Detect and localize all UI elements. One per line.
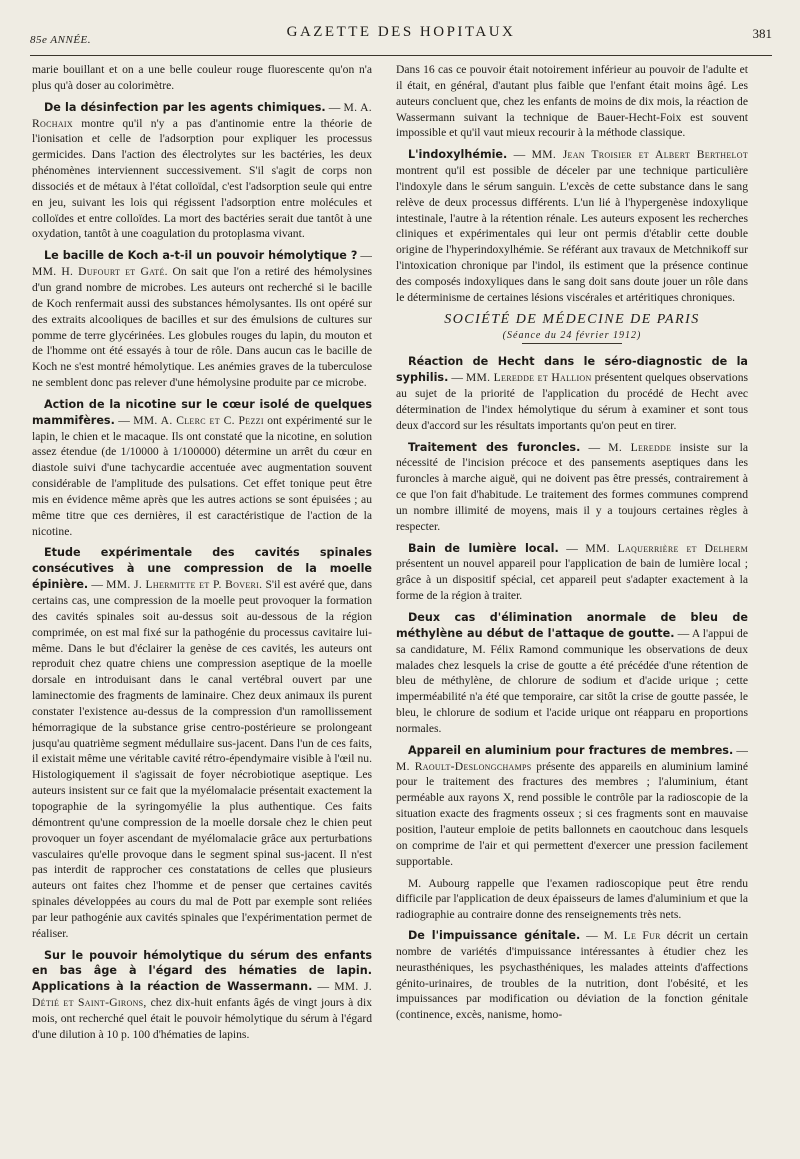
article-body: On sait que l'on a retiré des hémolysines d'un grand nombre de microbes. Les auteurs ont recherché si le bacille de Koch renfermait aussi des substances hémolysantes. Ils ont opéré sur des extraits alcooliques de bacilles et sur des émulsions de cultures sur pomme de terre glycérinées. Les globules rouges du lapin, du mouton et de l'homme ont été essayés à tour de rôle. Dans aucun cas le bacille de Koch ne s'est montré hémolytique. Les anémies graves de la tuberculose ne semblent donc pas relever d'une hémolysine produite par ce microbe.	[32, 265, 372, 390]
article	[396, 440, 748, 535]
article-title: L'indoxylhémie.	[408, 148, 508, 162]
article-title: De la désinfection par les agents chimiques.	[44, 100, 326, 114]
article	[396, 354, 748, 433]
article-title: Traitement des furoncles.	[408, 440, 581, 454]
article-body: montrent qu'il est possible de déceler par une technique particulière l'indoxyle dans le sérum sanguin. L'excès de cette substance dans le sang relève de deux processus différents. L'un lié à l'hypergenèse indoxylique intestinale, l'autre à la rétention rénale. Les auteurs exposent les recherches cliniques et expérimentales qui leur ont permis d'établir cette double origine de l'hyperindoxylhémie. Se référant aux travaux de Metchnikoff sur l'intoxication chronique par l'indol, ils estiment que la présence continue des composés indoxyliques dans le sang doit sans doute jouer un rôle dans le déterminisme de certaines lésions viscérales et artéritiques chroniques.	[396, 164, 748, 304]
continued-text: Dans 16 cas ce pouvoir était notoirement inférieur au pouvoir de l'adulte et il était, en général, d'autant plus faible que l'enfant était moins âgé. Les auteurs concluent que, chez les enfants de moins de dix mois, la réaction de Wassermann suivant la technique de Bauer-Hecht-Foix est souvent impossible et qu'il vaut mieux recourir à la méthode classique.	[396, 63, 748, 140]
article	[396, 541, 748, 604]
journal-title: GAZETTE DES HOPITAUX	[286, 24, 516, 40]
dash-separator: —	[448, 371, 466, 385]
article-authors: M. Leredde	[608, 440, 672, 454]
article-title: Bain de lumière local.	[408, 541, 559, 555]
article-title: Réaction de Hecht dans le séro-diagnostic de la syphilis.	[396, 355, 748, 385]
article	[396, 610, 748, 737]
article-authors: MM. Laquerrière et Delherm	[585, 541, 748, 555]
header-rule	[30, 55, 772, 56]
article-title: Action de la nicotine sur le cœur isolé de quelques mammifères.	[32, 397, 372, 427]
article	[32, 948, 372, 1043]
article-body: présentent un nouvel appareil pour l'application de bain de lumière local ; grâce à un dispositif spécial, cet appareil peut s'adapter exactement à la forme de la région à traiter.	[396, 557, 748, 603]
article	[32, 100, 372, 243]
dash-separator: —	[507, 148, 532, 162]
article	[396, 928, 748, 1023]
dash-separator: —	[312, 980, 335, 994]
article-paragraph: M. Aubourg rappelle que l'examen radioscopique peut être rendu difficile par l'application de deux épaisseurs de lames d'aluminium et que la radiographie au contraire donne des renseignements très nets.	[396, 876, 748, 922]
article-title: Sur le pouvoir hémolytique du sérum des enfants en bas âge à l'égard des hématies de lapin. Applications à la réaction de Wassermann.	[32, 948, 372, 994]
page-number: 381	[752, 26, 772, 41]
article-authors: MM. J. Détié et Saint-Girons,	[32, 980, 372, 1010]
year-label: 85e ANNÉE.	[30, 34, 92, 46]
dash-separator: —	[325, 100, 344, 114]
article	[396, 147, 748, 305]
article-body: présente des appareils en aluminium laminé pour le traitement des fractures des membres ; l'aluminium, étant perméable aux rayons X, rend possible le contrôle par la radioscopie de la situation exacte des fragments osseux ; si ces fragments sont en mauvaise position, l'auteur emploie de petits ballonnets en caoutchouc dans lesquels on comprime de l'air et qui permettent d'exercer une pression facilement supportable.	[396, 759, 748, 868]
article-title: Deux cas d'élimination anormale de bleu de méthylène au début de l'attaque de goutte.	[396, 611, 748, 640]
article-body: A l'appui de sa candidature, M. Félix Ramond communique les observations de deux malades chez lesquels la crise de goutte a été précédée d'une rétention de bleu de méthylène, de chlorure de sodium et d'acide urique ; cette imperméabilité n'a été que temporaire, car sitôt la crise de goutte passée, le bleu, le chlorure de sodium et l'acide urique ont réapparu en proportions normales.	[396, 626, 748, 735]
article-authors: M. Raoult-Deslongchamps	[396, 759, 532, 773]
article-body: chez dix-huit enfants âgés de vingt jours à dix mois, ont recherché quel était le pouvoir hémolytique du sérum à l'égard d'une dilution à 10 p. 100 d'hématies de lapins.	[32, 996, 372, 1041]
session-date: (Séance du 24 février 1912)	[502, 329, 642, 341]
section-divider	[522, 343, 622, 344]
article-body: présentent quelques observations au sujet de la priorité de l'application du procédé de Hecht avec détermination de l'index hémolytique du sérum à examiner et sont tous deux d'accord sur les résultats importants qu'on peut en tirer.	[396, 371, 748, 432]
dash-separator: —	[88, 578, 107, 592]
page-header	[30, 16, 772, 50]
article-authors: MM. Leredde et Hallion	[465, 371, 592, 385]
article-authors: MM. H. Dufourt et Gaté.	[32, 265, 168, 279]
article-body: décrit un certain nombre de variétés d'impuissance intéressantes à étudier chez les neurasthéniques, les psychasthéniques, les malades atteints d'affections génito-urinaires, de troubles de la nutrition, dont l'obésité, et les impuissances par modification ou déviation de la fonction génitale (continence, excès, nanisme, homo-	[396, 929, 748, 1022]
article-authors: MM. Jean Troisier et Albert Berthelot	[531, 148, 748, 162]
article	[32, 248, 372, 391]
society-title: SOCIÉTÉ DE MÉDECINE DE PARIS	[444, 311, 700, 327]
left-column	[32, 62, 372, 1152]
article	[32, 545, 372, 941]
right-column	[396, 62, 748, 1152]
dash-separator: —	[733, 743, 748, 757]
article-title: Etude expérimentale des cavités spinales consécutives à une compression de la moelle épinière.	[32, 546, 372, 592]
article-authors: M. A. Rochaix	[32, 100, 372, 130]
article-title: Le bacille de Koch a-t-il un pouvoir hémolytique ?	[44, 249, 358, 263]
article-body: ont expérimenté sur le lapin, le chien et le macaque. Ils ont constaté que la nicotine, en solution assez étendue (de 1/10000 à 1/100000) détermine un arrêt du cœur en diastole suivi d'une tachycardie accentuée avec augmentation souvent considérable de l'amplitude des pulsations. Cet effet tonique peut être mis en évidence même après que les autres actions se sont épuisées ; au même titre que ces dernières, il est caractéristique de l'action de la nicotine.	[32, 413, 372, 538]
dash-separator: —	[357, 249, 372, 263]
article-authors: M. Le Fur	[603, 929, 661, 943]
continued-text: marie bouillant et on a une belle couleur rouge fluorescente qu'on n'a plus qu'à doser au colorimètre.	[32, 63, 372, 92]
dash-separator: —	[580, 929, 604, 943]
article-body: montre qu'il n'y a pas d'antinomie entre la théorie de l'ionisation et celle de l'adsorption pour expliquer les processus germicides. Dans l'action des électrolytes sur les bactéries, les deux phénomènes interviennent successivement. S'il s'agit de corps non dissociés et de métaux à l'état colloïdal, c'est l'adsorption seule qui entre en jeu, suivant les lois qui régissent l'adsorption entre molécules et colloïdes et entre colloïdes. La mort des bactéries serait due tantôt à une oxydation, tantôt à une coagulation du protoplasma vivant.	[32, 116, 372, 241]
article-body: insiste sur la nécessité de l'incision précoce et des pansements aseptiques dans les furoncles à marche aiguë, qui ne doivent pas être pressés, contrairement à ce que l'on fait d'habitude. Le traitement des formes communes comprend un nombre illimité de moyens, mais il y a toujours certaines règles à respecter.	[396, 440, 748, 533]
article-authors: MM. J. Lhermitte et P. Boveri.	[106, 578, 263, 592]
dash-separator: —	[558, 541, 586, 555]
dash-separator: —	[674, 626, 692, 640]
dash-separator: —	[114, 413, 134, 427]
article-title: Appareil en aluminium pour fractures de membres.	[408, 743, 734, 757]
article-authors: MM. A. Clerc et C. Pezzi	[133, 413, 264, 427]
article-title: De l'impuissance génitale.	[408, 929, 581, 943]
dash-separator: —	[580, 440, 609, 454]
article	[32, 397, 372, 540]
article-body: S'il est avéré que, dans certains cas, une compression de la moelle peut provoquer la formation des cavités spinales soit au-dessus soit au-dessous de la région comprimée, on est mal fixé sur la pathogénie du processus cavitaire lui-même. Dans le but d'éclairer la genèse de ces cavités, les auteurs ont reproduit chez quatre chiens une compression aseptique de la moelle dorsale en introduisant dans le canal vertébral ouvert par une laminectomie des fragments de laminaire. Chez deux animaux ils purent constater l'existence au-dessus de la compression d'un ramollissement hémorragique de la substance grise centro-postérieure se prolongeant jusqu'au quatrième segment médullaire sus-jacent. Dans l'un de ces faits, il existait même une véritable cavité rétro-épendymaire visible à l'œil nu. Histologiquement il s'agissait de foyer nécrobiotique aseptique. Les auteurs insistent sur ce fait que la myélomalacie présentait exactement la topographie de la syringomyélie la plus authentique. Ces faits démontrent qu'une compression de la moelle dorsale chez le chien peut provoquer un foyer ascendant de myélomalacie grâce aux perturbations vasculaires qu'elle provoque dans le segment spinal sus-jacent. Il n'est pas interdit de rapprocher ces constatations de celles que plusieurs auteurs ont faites chez l'homme et de penser que certaines cavités spinales développées au cours du mal de Pott par exemple sont reliées par leur pathogénie aux cavités spinales que l'expérimentation permet de réaliser.	[32, 578, 372, 940]
article	[396, 743, 748, 870]
